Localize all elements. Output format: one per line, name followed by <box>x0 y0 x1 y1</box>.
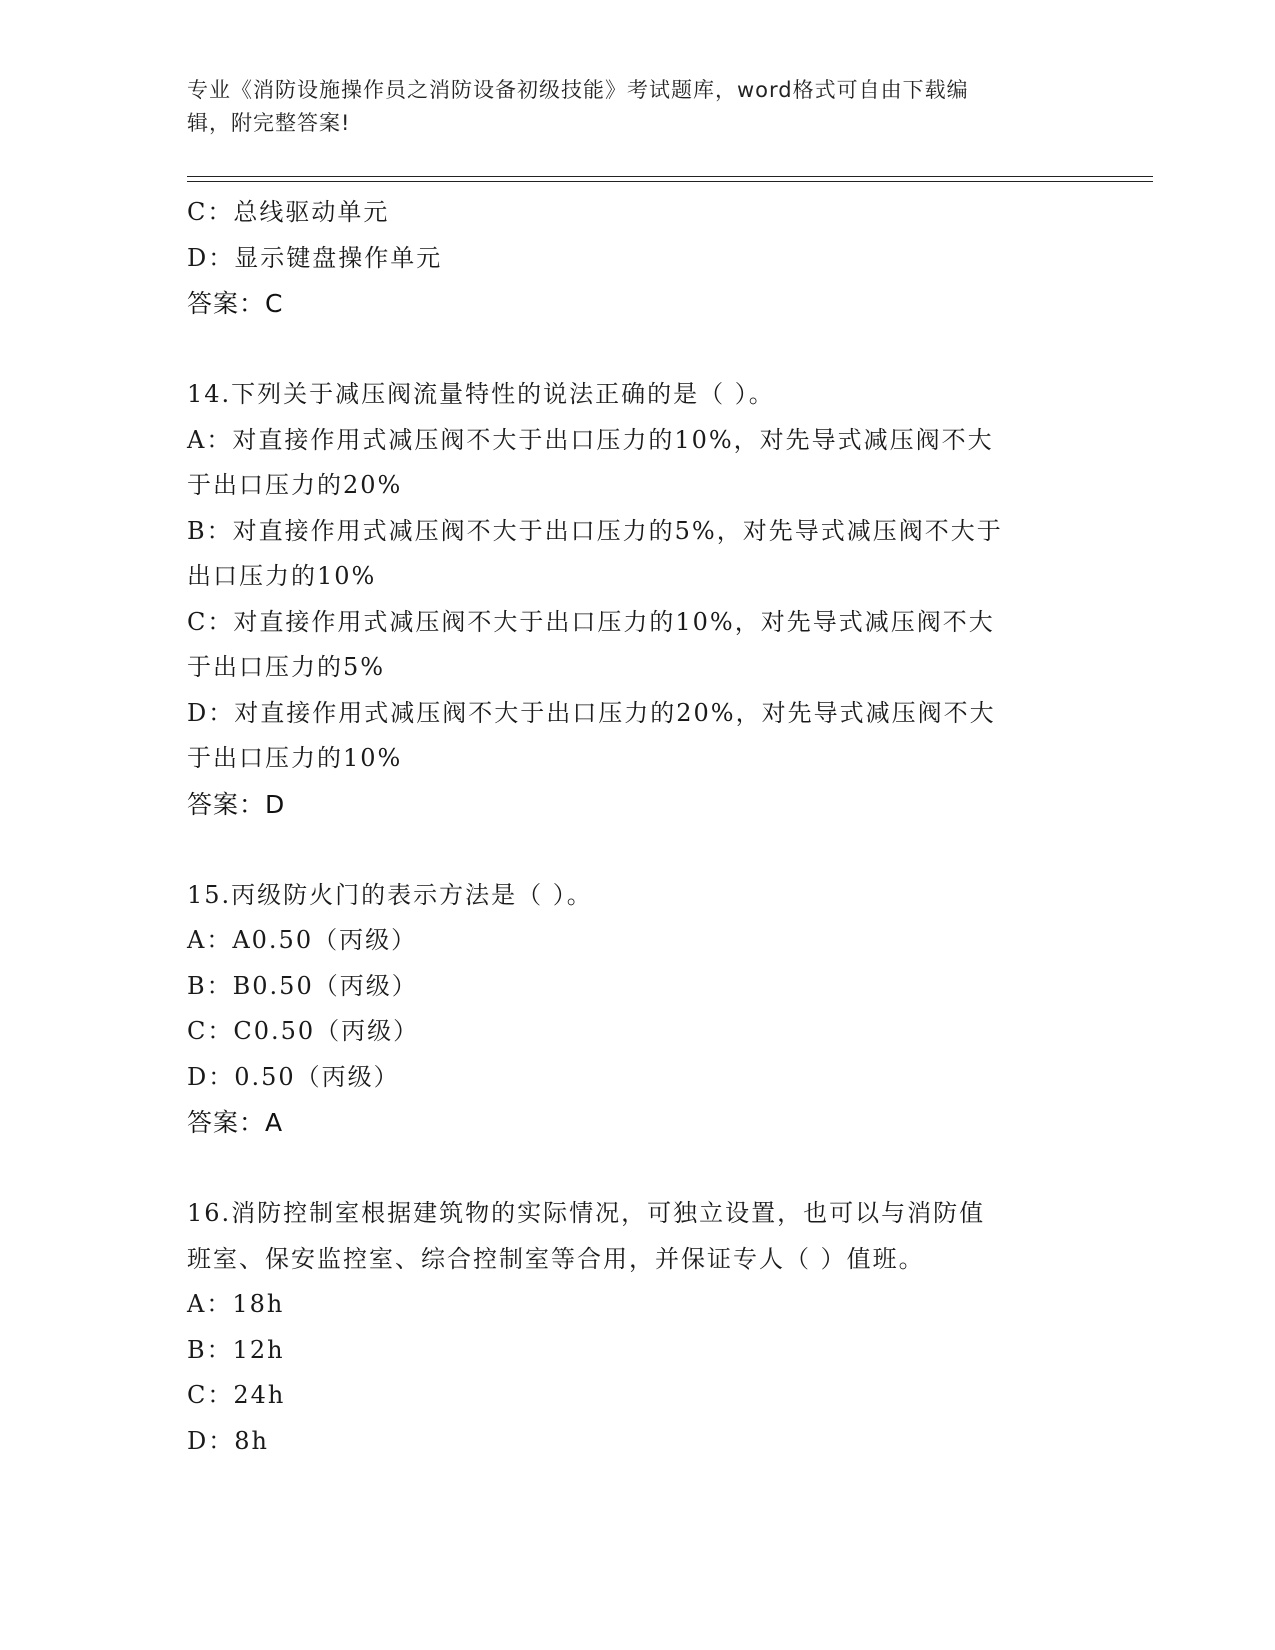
option-a: A：A0.50（丙级） <box>187 926 418 954</box>
spacer <box>187 1146 1067 1192</box>
header-line-1: 专业《消防设施操作员之消防设备初级技能》考试题库，word格式可自由下载编 <box>187 78 969 102</box>
option-a: A：18h <box>187 1290 285 1318</box>
document-header <box>187 74 1067 140</box>
option-c: C：C0.50（丙级） <box>187 1017 420 1045</box>
option-c-continued: 于出口压力的5% <box>187 653 386 681</box>
option-d: D：0.50（丙级） <box>187 1062 400 1091</box>
question-content <box>187 190 1067 1464</box>
option-c: C：对直接作用式减压阀不大于出口压力的10%，对先导式减压阀不大 <box>187 607 995 636</box>
option-a-continued: 于出口压力的20% <box>187 471 403 499</box>
answer-line: 答案：D <box>187 789 286 819</box>
option-d: D：8h <box>187 1426 269 1455</box>
question-stem: 15.丙级防火门的表示方法是（ ）。 <box>187 880 593 909</box>
question-15 <box>187 873 1067 1146</box>
question-stem-continued: 班室、保安监控室、综合控制室等合用，并保证专人（ ）值班。 <box>187 1244 925 1273</box>
question-stem: 14.下列关于减压阀流量特性的说法正确的是（ ）。 <box>187 380 775 408</box>
question-stem: 16.消防控制室根据建筑物的实际情况，可独立设置，也可以与消防值 <box>187 1199 986 1227</box>
spacer <box>187 327 1067 373</box>
header-divider-top <box>187 176 1153 177</box>
option-a: A：对直接作用式减压阀不大于出口压力的10%，对先导式减压阀不大 <box>187 425 994 454</box>
option-d: D：显示键盘操作单元 <box>187 243 443 272</box>
answer-line: 答案：C <box>187 289 284 318</box>
option-b-continued: 出口压力的10% <box>187 562 377 590</box>
question-14 <box>187 372 1067 827</box>
option-d: D：对直接作用式减压阀不大于出口压力的20%，对先导式减压阀不大 <box>187 698 996 727</box>
answer-line: 答案：A <box>187 1108 284 1137</box>
spacer <box>187 827 1067 873</box>
previous-question-tail <box>187 190 1067 327</box>
option-b: B：对直接作用式减压阀不大于出口压力的5%，对先导式减压阀不大于 <box>187 516 1003 545</box>
option-b: B：12h <box>187 1335 285 1364</box>
header-line-2: 辑，附完整答案! <box>187 111 351 135</box>
option-d-continued: 于出口压力的10% <box>187 744 403 772</box>
question-16 <box>187 1191 1067 1464</box>
header-divider-bottom <box>187 181 1153 182</box>
option-b: B：B0.50（丙级） <box>187 971 418 1000</box>
option-c: C：24h <box>187 1381 286 1409</box>
option-c: C：总线驱动单元 <box>187 198 390 226</box>
